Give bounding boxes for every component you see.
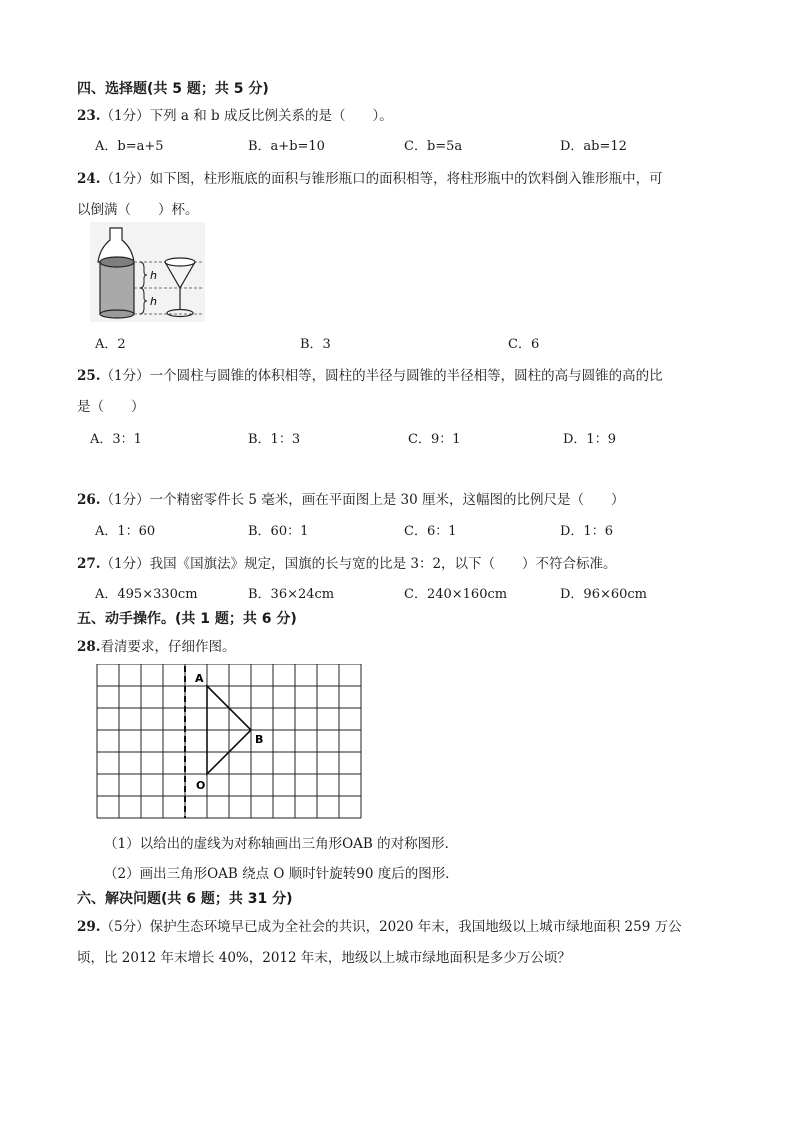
question-number: 24. (77, 171, 101, 187)
option-b: B．1：3 (248, 432, 301, 447)
section-6-heading: 六、解决问题(共 6 题；共 31 分) (77, 891, 293, 907)
height-label-2: h (150, 295, 157, 308)
section-5-heading: 五、动手操作。(共 1 题；共 6 分) (77, 611, 297, 627)
option-a: A．2 (95, 337, 126, 352)
question-28 (77, 635, 236, 655)
option-b: B．36×24cm (248, 587, 335, 602)
question-text-line1: （1分）如下图，柱形瓶底的面积与锥形瓶口的面积相等，将柱形瓶中的饮料倒入锥形瓶中，可 (100, 171, 663, 187)
height-label-1: h (150, 269, 157, 282)
option-c: C．b=5a (404, 139, 463, 154)
bottle-and-cone-figure (90, 222, 205, 322)
point-b-label: B (255, 733, 264, 746)
option-d: D．ab=12 (560, 139, 627, 154)
option-a: A．495×330cm (95, 587, 198, 602)
option-c: C．6：1 (404, 524, 457, 539)
question-number: 27. (77, 556, 101, 572)
option-d: D．96×60cm (560, 587, 648, 602)
question-24 (77, 167, 663, 187)
question-24-line2: 以倒满（ ）杯。 (77, 202, 199, 218)
question-25 (77, 364, 663, 384)
question-28-part-2: （2）画出三角形OAB 绕点 O 顺时针旋转90 度后的图形． (104, 866, 459, 882)
question-number: 26. (77, 492, 101, 508)
drawing-grid (96, 664, 368, 819)
question-23 (77, 104, 393, 124)
question-text-line1: （1分）一个圆柱与圆锥的体积相等，圆柱的半径与圆锥的半径相等，圆柱的高与圆锥的高的比 (100, 368, 663, 384)
option-d: D．1：6 (560, 524, 613, 539)
option-c: C．9：1 (408, 432, 461, 447)
question-text-line1: （5分）保护生态环境早已成为全社会的共识，2020 年末，我国地级以上城市绿地面积 259 万公 (100, 919, 682, 935)
question-text: 看清要求，仔细作图。 (100, 639, 236, 655)
section-4-heading: 四、选择题(共 5 题；共 5 分) (77, 81, 269, 97)
option-c: C．240×160cm (404, 587, 508, 602)
point-o-label: O (196, 779, 206, 792)
question-28-part-1: （1）以给出的虚线为对称轴画出三角形OAB 的对称图形． (104, 836, 459, 852)
option-a: A．1：60 (95, 524, 156, 539)
question-number: 29. (77, 919, 101, 935)
question-25-line2: 是（ ） (77, 399, 145, 415)
question-26 (77, 488, 625, 508)
cylinder-body (100, 262, 134, 314)
question-29 (77, 915, 682, 935)
question-number: 28. (77, 639, 101, 655)
question-text: （1分）下列 a 和 b 成反比例关系的是（ ）。 (100, 108, 393, 124)
question-number: 25. (77, 368, 101, 384)
option-b: B．60：1 (248, 524, 309, 539)
question-27 (77, 552, 617, 572)
question-number: 23. (77, 108, 101, 124)
option-d: D．1：9 (563, 432, 616, 447)
question-text: （1分）我国《国旗法》规定，国旗的长与宽的比是 3：2，以下（ ）不符合标准。 (100, 556, 617, 572)
option-b: B．3 (300, 337, 331, 352)
question-text: （1分）一个精密零件长 5 毫米，画在平面图上是 30 厘米，这幅图的比例尺是（ ） (100, 492, 625, 508)
option-a: A．3：1 (90, 432, 142, 447)
option-b: B．a+b=10 (248, 139, 325, 154)
option-a: A．b=a+5 (95, 139, 164, 154)
question-29-line2: 顷，比 2012 年末增长 40%，2012 年末，地级以上城市绿地面积是多少万公顷？ (77, 950, 571, 966)
option-c: C．6 (508, 337, 540, 352)
point-a-label: A (195, 672, 204, 685)
